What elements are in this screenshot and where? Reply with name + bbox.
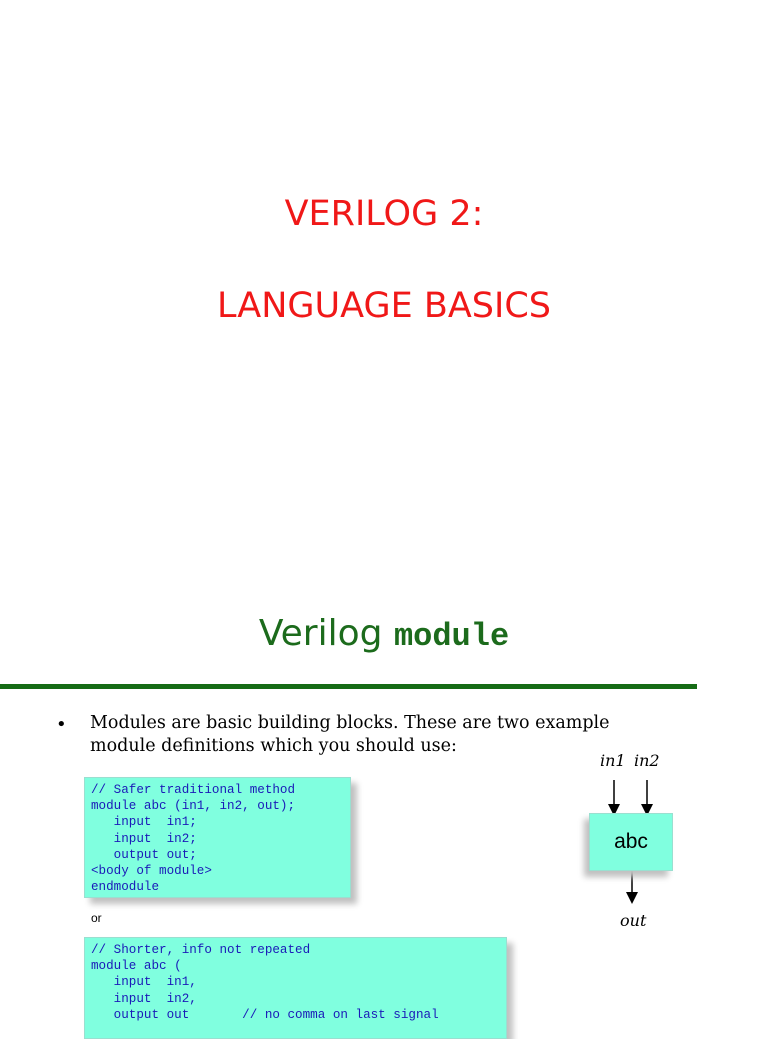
slide2-title-prefix: Verilog bbox=[258, 613, 394, 654]
bullet-icon: • bbox=[56, 714, 67, 735]
diagram-input1-label: in1 bbox=[600, 751, 626, 770]
title-divider bbox=[0, 684, 697, 689]
slide2-title-keyword: module bbox=[393, 618, 510, 655]
or-label: or bbox=[91, 911, 102, 925]
code-example-traditional-text: // Safer traditional method module abc (in1, in2, out); input in1; input in2; output out; <body of module> endmodule bbox=[91, 783, 296, 895]
code-example-traditional bbox=[84, 777, 351, 898]
diagram-input2-label: in2 bbox=[634, 751, 660, 770]
slide2-title bbox=[0, 612, 768, 659]
slide-title-line-1: VERILOG 2: bbox=[284, 194, 484, 234]
bullet-text: Modules are basic building blocks. These are two example module definitions which you should use: bbox=[90, 713, 610, 756]
diagram-output-label: out bbox=[620, 911, 647, 930]
slide-title-line-2: LANGUAGE BASICS bbox=[216, 286, 551, 326]
code-example-shorter-text: // Shorter, info not repeated module abc ( input in1, input in2, output out // no comma on last signal bbox=[91, 943, 439, 1022]
module-block: abc bbox=[589, 813, 673, 871]
